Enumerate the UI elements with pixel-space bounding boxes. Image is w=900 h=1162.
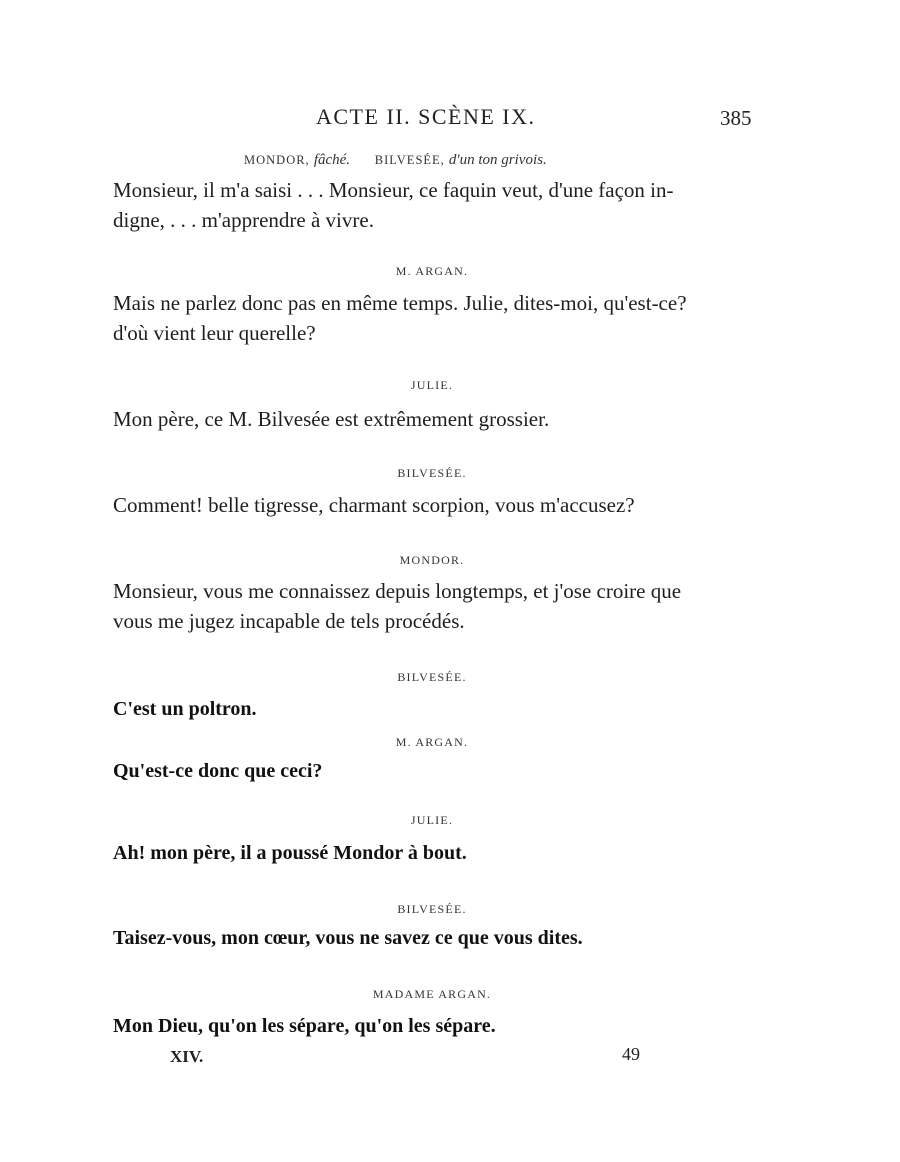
speech-8 — [113, 923, 763, 953]
speaker-name: JULIE. — [410, 378, 454, 392]
speech-2 — [113, 404, 763, 434]
speech-line: d'où vient leur querelle? — [113, 321, 316, 345]
speaker-name: BILVESÉE. — [397, 670, 467, 684]
speech-line: Qu'est-ce donc que ceci? — [113, 760, 323, 782]
speaker-name: M. ARGAN. — [395, 735, 469, 749]
speech-line: Monsieur, vous me connaissez depuis longtemps, et j'ose croire que — [113, 579, 682, 603]
speech-7 — [113, 838, 763, 868]
speaker-name: MADAME ARGAN. — [372, 987, 492, 1001]
speech-line: Comment! belle tigresse, charmant scorpion, vous m'accusez? — [113, 493, 635, 517]
speaker-name: M. ARGAN. — [395, 264, 469, 278]
speaker-name: JULIE. — [410, 813, 454, 827]
speech-line: Mon père, ce M. Bilvesée est extrêmement grossier. — [113, 407, 550, 431]
speech-3 — [113, 490, 763, 520]
speech-line: digne, . . . m'apprendre à vivre. — [113, 208, 374, 232]
stage-direction-bilvesee: d'un ton grivois. — [448, 152, 547, 168]
speaker-line-mondor-bilvesee — [244, 152, 547, 169]
speech-line: Mon Dieu, qu'on les sépare, qu'on les sépare. — [113, 1015, 496, 1037]
speech-line: Monsieur, il m'a saisi . . . Monsieur, ce faquin veut, d'une façon in- — [113, 178, 674, 202]
running-head: ACTE II. SCÈNE IX. — [316, 104, 536, 129]
speech-6 — [113, 756, 763, 786]
speech-4 — [113, 576, 763, 636]
speech-line: C'est un poltron. — [113, 698, 257, 720]
speech-9 — [113, 1011, 763, 1041]
signature-mark: XIV. — [170, 1047, 204, 1066]
speech-0 — [113, 175, 763, 235]
speech-line: Mais ne parlez donc pas en même temps. Julie, dites-moi, qu'est-ce? — [113, 291, 687, 315]
speaker-name: MONDOR. — [399, 553, 465, 567]
speech-1 — [113, 288, 763, 348]
sheet-number: 49 — [622, 1044, 640, 1064]
speech-line: Ah! mon père, il a poussé Mondor à bout. — [113, 842, 467, 864]
stage-direction-mondor: fâché. — [313, 152, 351, 168]
speaker-name: BILVESÉE. — [397, 902, 467, 916]
speaker-name: BILVESÉE. — [397, 466, 467, 480]
page-number: 385 — [720, 106, 752, 130]
speech-5 — [113, 694, 763, 724]
speaker-mondor: MONDOR, — [244, 153, 310, 167]
speech-line: Taisez-vous, mon cœur, vous ne savez ce que vous dites. — [113, 927, 583, 949]
speech-line: vous me jugez incapable de tels procédés. — [113, 609, 465, 633]
speaker-bilvesee: BILVESÉE, — [374, 153, 445, 167]
